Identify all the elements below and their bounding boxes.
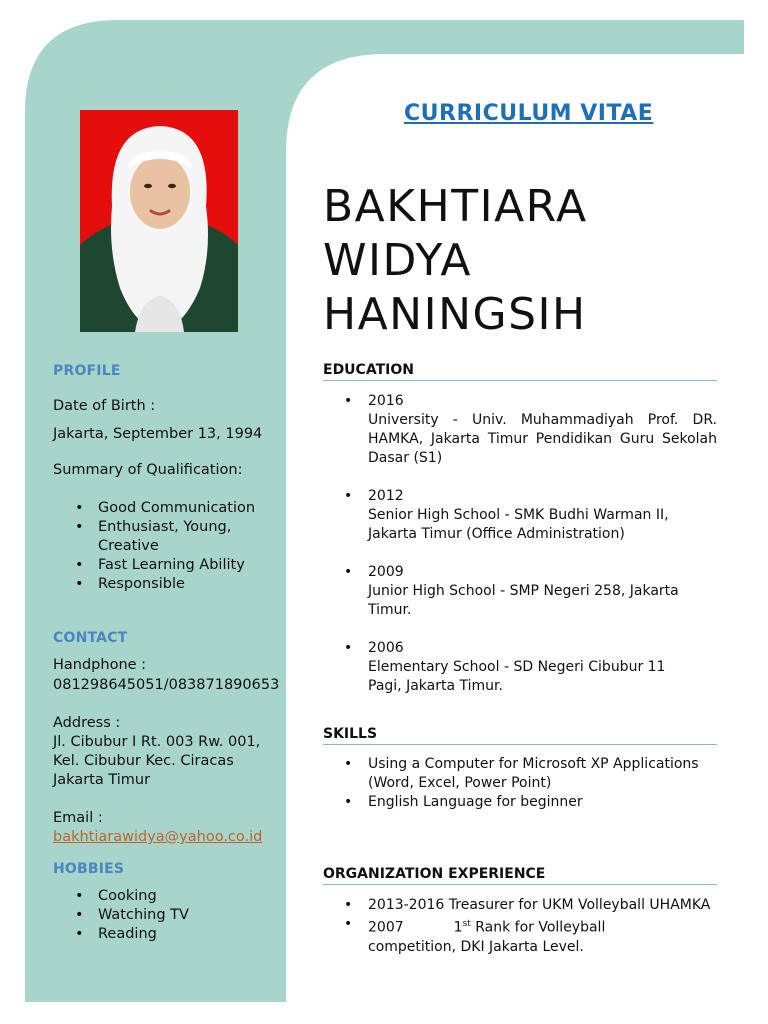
- profile-photo: [80, 110, 238, 332]
- education-item: [323, 487, 717, 544]
- name-line: WIDYA: [323, 235, 473, 286]
- skills-list: [323, 755, 717, 812]
- education-list: [323, 392, 717, 715]
- name-line: BAKHTIARA: [323, 181, 588, 232]
- hobbies-list: [53, 887, 278, 944]
- education-item: [323, 392, 717, 468]
- education-year: • 2009: [368, 564, 404, 580]
- list-item: • English Language for beginner: [323, 793, 717, 812]
- education-desc: University - Univ. Muhammadiyah Prof. DR. HAMKA, Jakarta Timur Pendidikan Guru Sekolah Dasar (S1): [368, 412, 717, 466]
- skills-heading: SKILLS: [323, 726, 717, 745]
- education-desc: Junior High School - SMP Negeri 258, Jakarta Timur.: [368, 583, 679, 618]
- org-rank-suffix: st: [462, 919, 471, 929]
- org-year: 2007: [368, 919, 404, 936]
- contact-heading: CONTACT: [53, 630, 128, 646]
- education-desc: Senior High School - SMK Budhi Warman II, Jakarta Timur (Office Administration): [368, 507, 669, 542]
- summary-label: Summary of Qualification:: [53, 462, 243, 478]
- list-item: • Cooking: [53, 887, 278, 906]
- list-item: • Enthusiast, Young, Creative: [53, 518, 243, 556]
- org-desc: Rank for Volleyball competition, DKI Jakarta Level.: [368, 919, 606, 955]
- dob-value: Jakarta, September 13, 1994: [53, 426, 263, 442]
- phone-label: Handphone :: [53, 657, 147, 673]
- list-item: • Watching TV: [53, 906, 278, 925]
- education-item: [323, 639, 717, 696]
- list-item: [323, 915, 673, 957]
- education-item: [323, 563, 717, 620]
- phone-value: 081298645051/083871890653: [53, 677, 280, 693]
- education-year: • 2012: [368, 488, 404, 504]
- profile-heading: PROFILE: [53, 363, 121, 379]
- address-line: Jl. Cibubur I Rt. 003 Rw. 001,: [53, 734, 261, 750]
- organization-list: [323, 896, 717, 957]
- hobbies-heading: HOBBIES: [53, 861, 125, 877]
- address-line: Jakarta Timur: [53, 772, 151, 788]
- education-heading: EDUCATION: [323, 362, 717, 381]
- email-label: Email :: [53, 810, 103, 826]
- address-label: Address :: [53, 715, 121, 731]
- list-item: • Fast Learning Ability: [53, 556, 278, 575]
- qualification-list: [53, 499, 278, 594]
- list-item: • Responsible: [53, 575, 278, 594]
- document-title: CURRICULUM VITAE: [404, 101, 654, 126]
- education-year: • 2006: [368, 640, 404, 656]
- list-item: • 2013-2016 Treasurer for UKM Volleyball UHAMKA: [323, 896, 717, 915]
- list-item: • Using a Computer for Microsoft XP Applications (Word, Excel, Power Point): [323, 755, 717, 793]
- address-line: Kel. Cibubur Kec. Ciracas: [53, 753, 234, 769]
- dob-label: Date of Birth :: [53, 398, 156, 414]
- email-link[interactable]: bakhtiarawidya@yahoo.co.id: [53, 829, 263, 845]
- education-year: • 2016: [368, 393, 404, 409]
- name-line: HANINGSIH: [323, 289, 587, 340]
- list-item: • Reading: [53, 925, 278, 944]
- full-name: [323, 180, 588, 342]
- education-desc: Elementary School - SD Negeri Cibubur 11 Pagi, Jakarta Timur.: [368, 659, 666, 694]
- org-rank: 1: [453, 919, 463, 936]
- list-item: • Good Communication: [53, 499, 278, 518]
- organization-heading: ORGANIZATION EXPERIENCE: [323, 866, 717, 885]
